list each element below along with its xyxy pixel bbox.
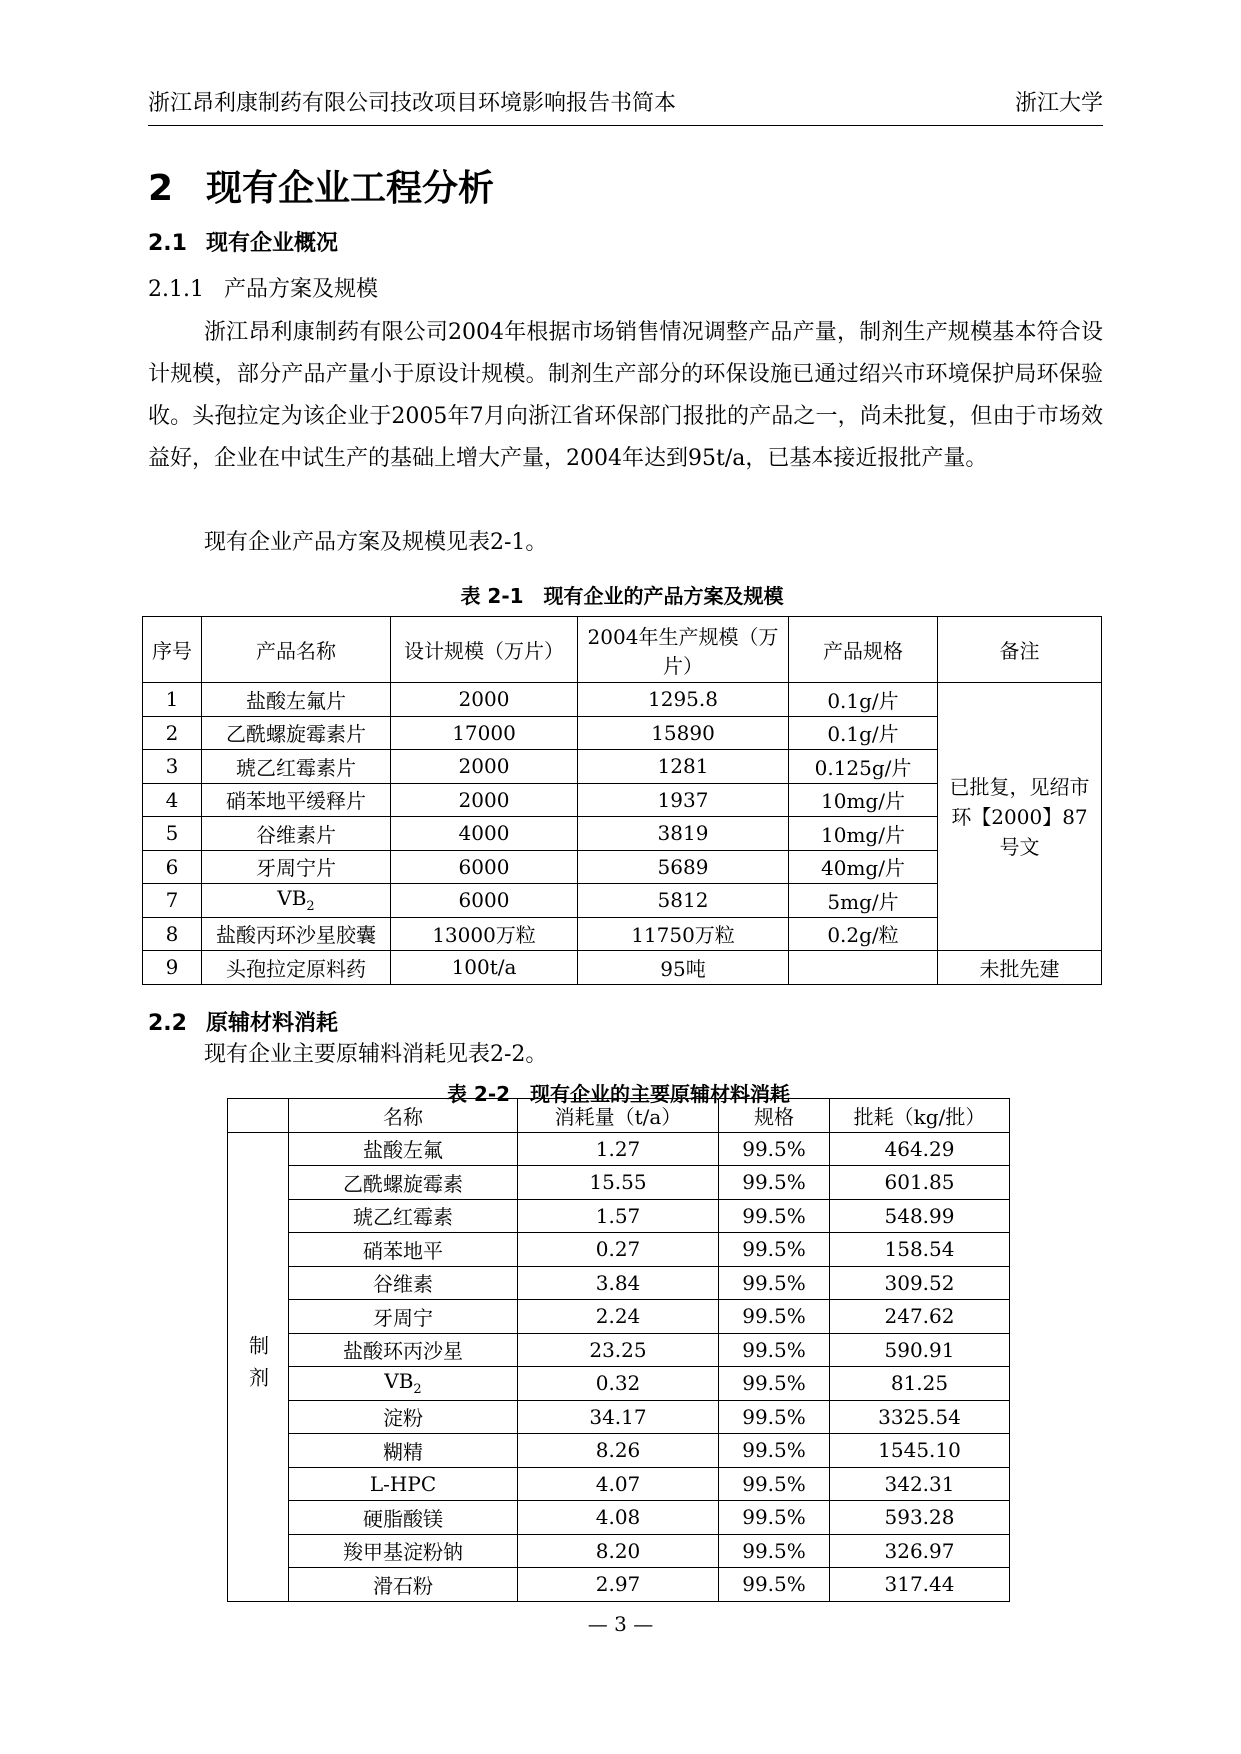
cell-group-label: 制剂: [228, 1132, 289, 1601]
cell-quantity: 3.84: [518, 1266, 719, 1300]
cell-no: 2: [143, 716, 202, 750]
name-text: 琥乙红霉素片: [236, 755, 356, 780]
cell-no: 3: [143, 750, 202, 784]
name-text: L-HPC: [369, 1471, 437, 1496]
cell-no: 5: [143, 817, 202, 851]
chapter-title: [148, 160, 494, 211]
cell-product-name: [202, 850, 391, 884]
cell-no: 7: [143, 884, 202, 918]
table-row: [228, 1434, 1010, 1468]
cell-batch-consumption: 590.91: [830, 1333, 1010, 1367]
header-institution: 浙江大学: [1014, 91, 1103, 116]
cell-spec: 0.2g/粒: [789, 917, 938, 951]
subsection-2-1-1-heading: [148, 272, 378, 303]
section-2-1-heading: [148, 226, 338, 257]
name-text: 谷维素片: [256, 822, 336, 847]
cell-design-scale: 2000: [391, 683, 578, 717]
cell-material-name: [289, 1434, 518, 1468]
table-row: [228, 1534, 1010, 1568]
cell-spec: 0.1g/片: [789, 683, 938, 717]
cell-material-name: [289, 1400, 518, 1434]
cell-batch-consumption: 247.62: [830, 1300, 1010, 1334]
col-header-name: 名称: [289, 1099, 518, 1133]
cell-material-name: [289, 1534, 518, 1568]
table-row: [143, 683, 1102, 717]
name-text: VB: [384, 1369, 414, 1394]
table-row: [228, 1132, 1010, 1166]
section-title: 现有企业概况: [206, 231, 339, 256]
cell-design-scale: 100t/a: [391, 951, 578, 985]
cell-material-name: [289, 1501, 518, 1535]
header-title: 浙江昂利康制药有限公司技改项目环境影响报告书简本: [148, 91, 677, 116]
cell-spec: 99.5%: [719, 1166, 830, 1200]
cell-no: 6: [143, 850, 202, 884]
col-header-production: 2004年生产规模（万片）: [578, 617, 789, 683]
table-row: [228, 1300, 1010, 1334]
cell-product-name: [202, 783, 391, 817]
cell-quantity: 23.25: [518, 1333, 719, 1367]
cell-product-name: [202, 884, 391, 918]
cell-spec: [789, 951, 938, 985]
product-scale-table: [142, 616, 1102, 985]
cell-spec: 99.5%: [719, 1132, 830, 1166]
cell-design-scale: 6000: [391, 884, 578, 918]
cell-batch-consumption: 3325.54: [830, 1400, 1010, 1434]
chapter-title-text: 现有企业工程分析: [206, 168, 495, 209]
table-row: [228, 1199, 1010, 1233]
cell-product-name: [202, 683, 391, 717]
section-number: 2.1: [148, 231, 187, 256]
cell-spec: 99.5%: [719, 1266, 830, 1300]
paragraph-product-overview: 浙江昂利康制药有限公司2004年根据市场销售情况调整产品产量，制剂生产规模基本符合设计规模，部分产品产量小于原设计规模。制剂生产部分的环保设施已通过绍兴市环境保护局环保验收。头孢拉定为该企业于2005年7月向浙江省环保部门报批的产品之一，尚未批复，但由于市场效益好，企业在中试生产的基础上增大产量，2004年达到95t/a，已基本接近报批产量。: [148, 320, 1103, 471]
cell-note: 未批先建: [938, 951, 1102, 985]
cell-spec: 99.5%: [719, 1534, 830, 1568]
cell-product-name: [202, 917, 391, 951]
cell-batch-consumption: 326.97: [830, 1534, 1010, 1568]
subscript: 2: [306, 899, 315, 915]
cell-quantity: 1.57: [518, 1199, 719, 1233]
cell-batch-consumption: 593.28: [830, 1501, 1010, 1535]
cell-spec: 0.1g/片: [789, 716, 938, 750]
col-header-group: [228, 1099, 289, 1133]
cell-spec: 99.5%: [719, 1233, 830, 1267]
cell-design-scale: 2000: [391, 750, 578, 784]
col-header-design: 设计规模（万片）: [391, 617, 578, 683]
col-header-spec: 规格: [719, 1099, 830, 1133]
name-text: 琥乙红霉素: [353, 1205, 453, 1230]
cell-production-scale: 11750万粒: [578, 917, 789, 951]
running-header: [148, 86, 1103, 126]
name-text: 头孢拉定原料药: [226, 956, 366, 981]
cell-no: 8: [143, 917, 202, 951]
cell-batch-consumption: 548.99: [830, 1199, 1010, 1233]
cell-batch-consumption: 464.29: [830, 1132, 1010, 1166]
cell-quantity: 2.97: [518, 1568, 719, 1602]
cell-spec: 99.5%: [719, 1199, 830, 1233]
cell-production-scale: 15890: [578, 716, 789, 750]
name-text: 硝苯地平缓释片: [226, 789, 366, 814]
cell-production-scale: 95吨: [578, 951, 789, 985]
cell-spec: 0.125g/片: [789, 750, 938, 784]
cell-quantity: 4.08: [518, 1501, 719, 1535]
col-header-name: 产品名称: [202, 617, 391, 683]
name-text: VB: [277, 886, 307, 911]
name-text: 硝苯地平: [363, 1238, 443, 1263]
cell-batch-consumption: 1545.10: [830, 1434, 1010, 1468]
cell-production-scale: 1281: [578, 750, 789, 784]
cell-product-name: [202, 716, 391, 750]
cell-design-scale: 13000万粒: [391, 917, 578, 951]
paragraph-table-ref-1: 现有企业产品方案及规模见表2-1。: [204, 530, 548, 555]
name-text: 羧甲基淀粉钠: [343, 1540, 463, 1565]
cell-material-name: [289, 1300, 518, 1334]
cell-product-name: [202, 817, 391, 851]
table-header-row: [143, 617, 1102, 683]
cell-no: 1: [143, 683, 202, 717]
cell-no: 9: [143, 951, 202, 985]
table-1-caption: 表 2-1 现有企业的产品方案及规模: [460, 584, 784, 608]
cell-spec: 99.5%: [719, 1467, 830, 1501]
cell-material-name: [289, 1166, 518, 1200]
cell-quantity: 4.07: [518, 1467, 719, 1501]
cell-quantity: 0.27: [518, 1233, 719, 1267]
cell-spec: 99.5%: [719, 1501, 830, 1535]
section-title: 原辅材料消耗: [206, 1011, 339, 1036]
col-header-no: 序号: [143, 617, 202, 683]
table-row: [228, 1367, 1010, 1401]
cell-batch-consumption: 342.31: [830, 1467, 1010, 1501]
name-text: 牙周宁: [373, 1305, 433, 1330]
name-text: 牙周宁片: [256, 856, 336, 881]
name-text: 乙酰螺旋霉素片: [226, 722, 366, 747]
cell-quantity: 8.20: [518, 1534, 719, 1568]
cell-quantity: 15.55: [518, 1166, 719, 1200]
table-row: [228, 1501, 1010, 1535]
col-header-spec: 产品规格: [789, 617, 938, 683]
cell-material-name: [289, 1333, 518, 1367]
name-text: 糊精: [383, 1439, 423, 1464]
cell-product-name: [202, 951, 391, 985]
cell-quantity: 34.17: [518, 1400, 719, 1434]
cell-production-scale: 3819: [578, 817, 789, 851]
table-row: [228, 1400, 1010, 1434]
cell-batch-consumption: 309.52: [830, 1266, 1010, 1300]
cell-quantity: 2.24: [518, 1300, 719, 1334]
table-header-row: [228, 1099, 1010, 1133]
subsection-number: 2.1.1: [148, 277, 204, 302]
table-row: [228, 1266, 1010, 1300]
cell-material-name: [289, 1233, 518, 1267]
cell-material-name: [289, 1266, 518, 1300]
cell-design-scale: 6000: [391, 850, 578, 884]
cell-quantity: 1.27: [518, 1132, 719, 1166]
table-row: [228, 1467, 1010, 1501]
table-2-caption: 表 2-2 现有企业的主要原辅材料消耗: [446, 1082, 791, 1106]
cell-spec: 40mg/片: [789, 850, 938, 884]
cell-spec: 10mg/片: [789, 817, 938, 851]
cell-spec: 5mg/片: [789, 884, 938, 918]
name-text: 盐酸环丙沙星: [343, 1339, 463, 1364]
cell-production-scale: 1937: [578, 783, 789, 817]
cell-spec: 99.5%: [719, 1568, 830, 1602]
chapter-number: 2: [148, 168, 174, 209]
cell-batch-consumption: 601.85: [830, 1166, 1010, 1200]
page-number: — 3 —: [587, 1612, 654, 1636]
subscript: 2: [413, 1382, 422, 1398]
col-header-batch: 批耗（kg/批）: [830, 1099, 1010, 1133]
cell-batch-consumption: 158.54: [830, 1233, 1010, 1267]
table-row: [228, 1333, 1010, 1367]
name-text: 乙酰螺旋霉素: [343, 1171, 463, 1196]
table-row: [228, 1233, 1010, 1267]
cell-spec: 99.5%: [719, 1367, 830, 1401]
name-text: 盐酸左氟片: [246, 688, 346, 713]
material-consumption-table: [227, 1098, 1010, 1602]
name-text: 淀粉: [383, 1406, 423, 1431]
cell-quantity: 8.26: [518, 1434, 719, 1468]
cell-batch-consumption: 317.44: [830, 1568, 1010, 1602]
cell-spec: 99.5%: [719, 1400, 830, 1434]
cell-no: 4: [143, 783, 202, 817]
cell-spec: 99.5%: [719, 1333, 830, 1367]
cell-material-name: [289, 1367, 518, 1401]
cell-production-scale: 1295.8: [578, 683, 789, 717]
cell-batch-consumption: 81.25: [830, 1367, 1010, 1401]
col-header-qty: 消耗量（t/a）: [518, 1099, 719, 1133]
cell-material-name: [289, 1467, 518, 1501]
paragraph-table-ref-2: 现有企业主要原辅料消耗见表2-2。: [204, 1042, 548, 1067]
section-2-2-heading: [148, 1006, 338, 1037]
cell-production-scale: 5689: [578, 850, 789, 884]
cell-production-scale: 5812: [578, 884, 789, 918]
name-text: 谷维素: [373, 1272, 433, 1297]
name-text: 硬脂酸镁: [363, 1506, 443, 1531]
cell-spec: 10mg/片: [789, 783, 938, 817]
table-row: [143, 951, 1102, 985]
cell-spec: 99.5%: [719, 1300, 830, 1334]
cell-material-name: [289, 1199, 518, 1233]
table-row: [228, 1166, 1010, 1200]
cell-quantity: 0.32: [518, 1367, 719, 1401]
subsection-title: 产品方案及规模: [224, 277, 379, 302]
name-text: 盐酸丙环沙星胶囊: [216, 923, 376, 948]
cell-material-name: [289, 1132, 518, 1166]
section-number: 2.2: [148, 1011, 187, 1036]
cell-design-scale: 2000: [391, 783, 578, 817]
cell-spec: 99.5%: [719, 1434, 830, 1468]
cell-approval-note: 已批复，见绍市环【2000】87号文: [938, 683, 1102, 951]
cell-design-scale: 4000: [391, 817, 578, 851]
cell-material-name: [289, 1568, 518, 1602]
table-row: [228, 1568, 1010, 1602]
name-text: 滑石粉: [373, 1573, 433, 1598]
col-header-note: 备注: [938, 617, 1102, 683]
cell-product-name: [202, 750, 391, 784]
cell-design-scale: 17000: [391, 716, 578, 750]
name-text: 盐酸左氟: [363, 1138, 443, 1163]
